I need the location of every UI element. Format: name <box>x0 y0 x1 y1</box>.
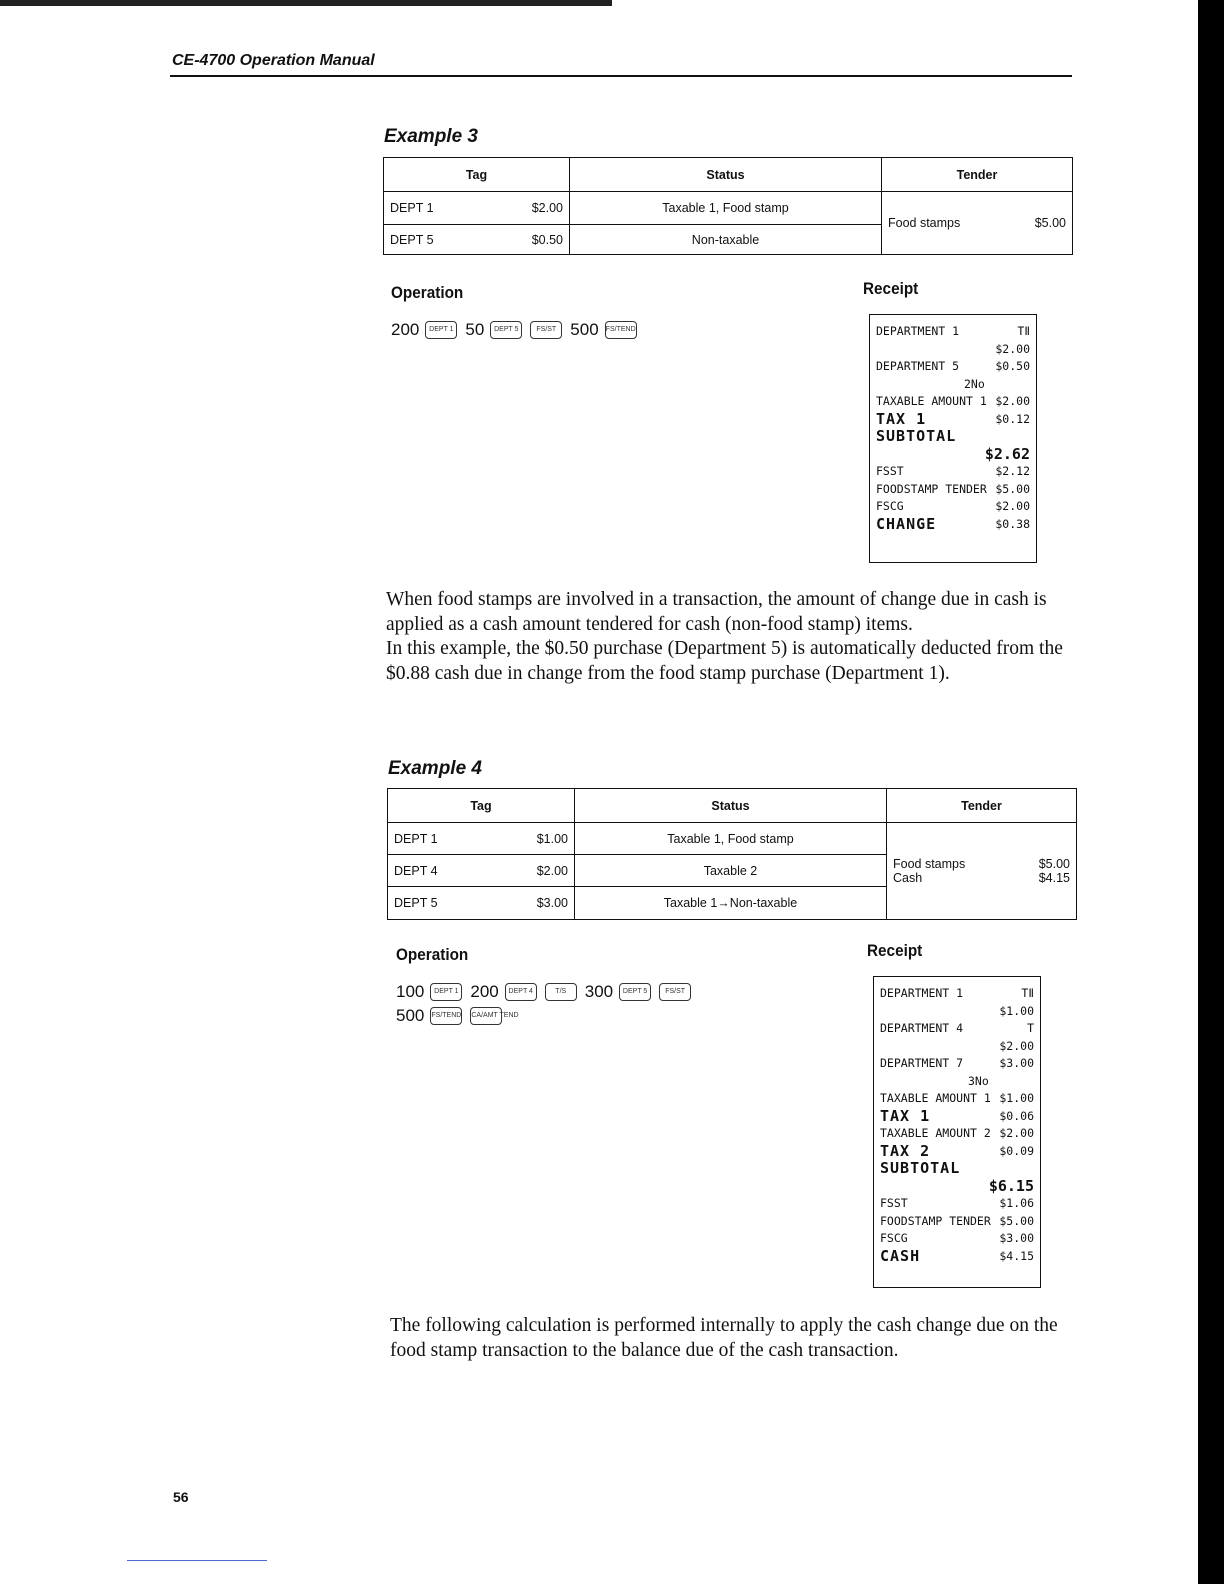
receipt-value: $0.09 <box>999 1143 1034 1158</box>
receipt-label: CASH <box>880 1246 921 1265</box>
running-header: CE-4700 Operation Manual <box>172 52 375 69</box>
receipt-label: DEPARTMENT 1 <box>880 986 964 1000</box>
top-rule <box>0 0 612 6</box>
status-cell: Taxable 1→Non-taxable <box>575 887 887 920</box>
operation-keys <box>391 318 645 342</box>
status-cell: Non-taxable <box>570 225 882 255</box>
receipt-label: TAX 2 <box>880 1141 931 1160</box>
paragraph: When food stamps are involved in a transaction, the amount of change due in cash is applied as a cash amount tendered for cash (non-food stamp) items. <box>386 589 1047 635</box>
tender-cell <box>888 216 1066 230</box>
receipt-value: $4.15 <box>999 1248 1034 1263</box>
receipt-value: $2.62 <box>984 444 1030 463</box>
receipt-label: DEPARTMENT 4 <box>880 1021 964 1035</box>
receipt-label: FSST <box>880 1196 908 1210</box>
amount-cell: $1.00 <box>536 831 568 846</box>
key-icon: DEPT 5 <box>490 321 522 339</box>
receipt-label: DEPARTMENT 1 <box>876 324 960 338</box>
header-rule <box>170 75 1072 77</box>
key-entry-number: 200 <box>391 320 420 339</box>
receipt-value: T <box>1027 1021 1034 1035</box>
receipt-value: $3.00 <box>999 1056 1034 1070</box>
receipt-label: TAXABLE AMOUNT 1 <box>876 394 987 408</box>
receipt-value: TⅡ <box>1017 324 1030 338</box>
receipt-line <box>880 1213 1034 1231</box>
tender-value: $4.15 <box>1038 871 1070 885</box>
key-entry-number: 300 <box>584 982 614 1001</box>
operation-line <box>391 318 645 342</box>
receipt-label: TAX 1 <box>876 409 927 428</box>
receipt-line <box>880 1020 1034 1038</box>
receipt-value: $2.12 <box>995 464 1030 478</box>
receipt-label: CHANGE <box>876 514 937 533</box>
receipt-label: FSCG <box>876 499 904 513</box>
key-icon: FS/TEND <box>430 1007 462 1025</box>
key-icon: DEPT 4 <box>505 983 537 1001</box>
receipt-line <box>876 358 1030 376</box>
receipt-line <box>880 985 1034 1003</box>
receipt-line <box>880 1055 1034 1073</box>
receipt-value: $0.12 <box>995 411 1030 426</box>
receipt-label: TAX 1 <box>880 1106 931 1125</box>
receipt-value: $5.00 <box>995 481 1030 496</box>
receipt-value: $2.00 <box>995 341 1030 356</box>
receipt-line <box>880 1143 1034 1161</box>
receipt-line <box>876 411 1030 429</box>
receipt-line <box>880 1108 1034 1126</box>
receipt-line <box>876 428 1030 446</box>
key-icon: CA/AMT TEND <box>470 1007 502 1025</box>
operation-line <box>396 1004 699 1028</box>
key-entry-number: 100 <box>396 982 425 1001</box>
tag-cell: DEPT 5 <box>390 232 434 247</box>
receipt-value: TⅡ <box>1021 986 1034 1000</box>
receipt-line <box>880 1248 1034 1266</box>
col-status: Status <box>575 789 887 823</box>
key-icon: FS/ST <box>530 321 562 339</box>
amount-cell: $2.00 <box>531 201 563 215</box>
receipt-line: 3No <box>968 1073 989 1088</box>
receipt-line <box>876 341 1030 359</box>
col-status: Status <box>570 158 882 192</box>
receipt-value: $0.06 <box>999 1108 1034 1123</box>
receipt-line <box>876 393 1030 411</box>
status-cell: Taxable 1, Food stamp <box>570 192 882 225</box>
tender-label: Cash <box>893 871 923 885</box>
receipt-label: SUBTOTAL <box>876 427 957 445</box>
receipt-label: TAXABLE AMOUNT 1 <box>880 1091 991 1105</box>
key-entry-number: 500 <box>396 1006 425 1025</box>
receipt-value: $2.00 <box>995 394 1030 408</box>
key-icon: FS/TEND <box>605 321 637 339</box>
receipt-label: DEPARTMENT 7 <box>880 1056 964 1070</box>
example-4-table <box>387 788 1077 920</box>
tender-value: $5.00 <box>1038 857 1070 871</box>
receipt-value: $2.00 <box>999 1126 1034 1140</box>
amount-cell: $0.50 <box>531 232 563 247</box>
tender-cell <box>893 857 1070 885</box>
key-entry-number: 200 <box>470 982 499 1001</box>
page-number: 56 <box>173 1489 189 1505</box>
receipt-line <box>880 1230 1034 1248</box>
key-entry-number: 500 <box>570 320 599 339</box>
receipt-line <box>880 1160 1034 1178</box>
receipt-value: $2.00 <box>999 1038 1034 1053</box>
tender-label: Food stamps <box>893 857 966 871</box>
bottom-rule <box>127 1560 267 1561</box>
tag-cell: DEPT 1 <box>394 831 438 846</box>
receipt-value: $2.00 <box>995 499 1030 513</box>
receipt-line <box>880 1038 1034 1056</box>
receipt-value: $1.00 <box>999 1091 1034 1105</box>
key-icon: DEPT 1 <box>430 983 462 1001</box>
receipt-label: Receipt <box>863 279 919 298</box>
receipt-line <box>876 516 1030 534</box>
receipt-label: Receipt <box>867 941 923 960</box>
key-icon: T/S <box>545 983 577 1001</box>
col-tag: Tag <box>384 158 570 192</box>
example-4-text <box>390 1314 1062 1363</box>
receipt-label: FOODSTAMP TENDER <box>880 1213 991 1228</box>
key-entry-number: 50 <box>465 320 485 339</box>
paragraph: The following calculation is performed internally to apply the cash change due on the food stamp transaction to the balance due of the cash transaction. <box>390 1315 1058 1361</box>
receipt-label: DEPARTMENT 5 <box>876 359 960 373</box>
receipt-value: $0.38 <box>995 516 1030 531</box>
example-3-title: Example 3 <box>384 126 478 147</box>
receipt-value: $0.50 <box>995 359 1030 373</box>
operation-label: Operation <box>391 283 464 302</box>
col-tender: Tender <box>882 158 1073 192</box>
example-3-text <box>386 588 1076 686</box>
receipt-value: $1.06 <box>999 1196 1034 1210</box>
receipt-label: SUBTOTAL <box>880 1159 961 1177</box>
receipt-line <box>876 498 1030 516</box>
tag-cell: DEPT 1 <box>390 201 434 215</box>
example-3-table <box>383 157 1073 255</box>
key-icon: DEPT 1 <box>425 321 457 339</box>
amount-cell: $2.00 <box>536 863 568 878</box>
operation-label: Operation <box>396 945 469 964</box>
receipt-label: FOODSTAMP TENDER <box>876 481 987 496</box>
scan-edge <box>1198 0 1224 1584</box>
receipt <box>869 314 1037 563</box>
table-row <box>384 192 1073 225</box>
key-icon: FS/ST <box>659 983 691 1001</box>
receipt-line <box>880 1090 1034 1108</box>
receipt-line <box>876 446 1030 464</box>
receipt-line <box>876 463 1030 481</box>
tag-cell: DEPT 5 <box>394 896 438 910</box>
operation-line <box>396 980 699 1004</box>
receipt-line <box>876 481 1030 499</box>
receipt-value: $5.00 <box>999 1213 1034 1228</box>
col-tender: Tender <box>887 789 1077 823</box>
receipt-value: $1.00 <box>999 1003 1034 1018</box>
amount-cell: $3.00 <box>536 896 568 910</box>
table-row <box>388 823 1077 855</box>
tag-cell: DEPT 4 <box>394 863 438 878</box>
receipt-line <box>876 323 1030 341</box>
operation-keys <box>396 980 699 1028</box>
col-tag: Tag <box>388 789 575 823</box>
tender-label: Food stamps <box>888 216 961 230</box>
receipt-line <box>880 1178 1034 1196</box>
paragraph: In this example, the $0.50 purchase (Department 5) is automatically deducted from the $0.88 cash due in change from the food stamp purchase (Department 1). <box>386 638 1063 684</box>
receipt-line <box>880 1125 1034 1143</box>
example-4-title: Example 4 <box>388 758 482 779</box>
receipt <box>873 976 1041 1288</box>
receipt-value: $6.15 <box>988 1176 1034 1195</box>
receipt-line <box>880 1003 1034 1021</box>
receipt-value: $3.00 <box>999 1231 1034 1245</box>
key-icon: DEPT 5 <box>619 983 651 1001</box>
receipt-label: FSCG <box>880 1231 908 1245</box>
receipt-label: FSST <box>876 464 904 478</box>
receipt-label: TAXABLE AMOUNT 2 <box>880 1126 991 1140</box>
receipt-line <box>880 1195 1034 1213</box>
receipt-line: 2No <box>964 376 985 391</box>
status-cell: Taxable 2 <box>575 855 887 887</box>
status-cell: Taxable 1, Food stamp <box>575 823 887 855</box>
tender-value: $5.00 <box>1034 216 1066 230</box>
